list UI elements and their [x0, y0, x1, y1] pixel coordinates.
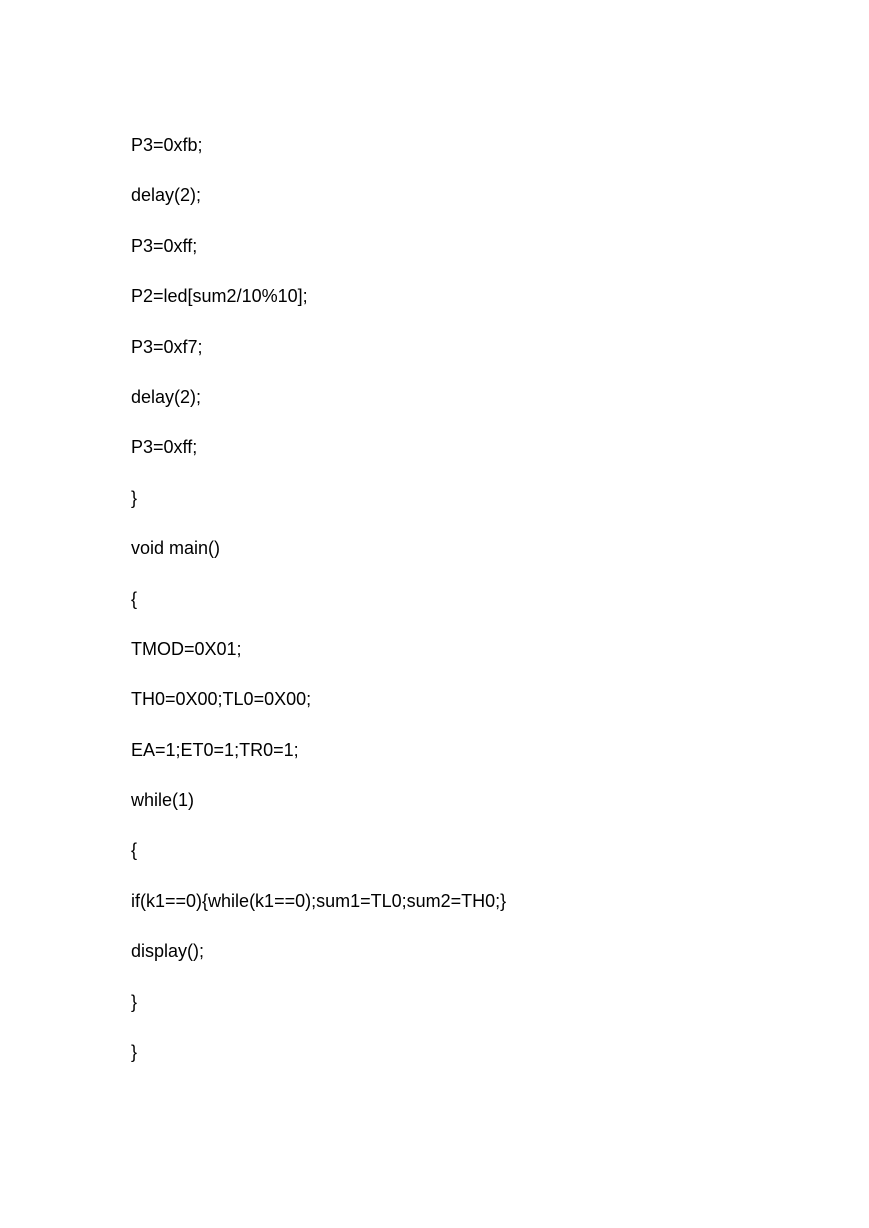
- code-line: delay(2);: [131, 386, 202, 407]
- code-line: display();: [131, 941, 205, 962]
- code-line: while(1): [131, 790, 195, 811]
- code-line: P3=0xf7;: [131, 336, 203, 357]
- code-line: EA=1;ET0=1;TR0=1;: [131, 739, 299, 760]
- code-line: P3=0xff;: [131, 235, 198, 256]
- code-line: if(k1==0){while(k1==0);sum1=TL0;sum2=TH0;}: [131, 890, 507, 911]
- code-line: P3=0xfb;: [131, 135, 203, 155]
- code-line: void main(): [131, 538, 221, 559]
- code-line: }: [131, 487, 138, 508]
- code-line: P2=led[sum2/10%10];: [131, 286, 308, 307]
- code-line: TMOD=0X01;: [131, 638, 242, 659]
- code-line: P3=0xff;: [131, 437, 198, 458]
- code-line: TH0=0X00;TL0=0X00;: [131, 689, 312, 710]
- code-line: {: [131, 588, 138, 609]
- code-line: }: [131, 991, 138, 1012]
- code-line: delay(2);: [131, 185, 202, 206]
- code-line: {: [131, 840, 138, 861]
- code-listing: [131, 131, 506, 1088]
- code-line: }: [131, 1042, 138, 1063]
